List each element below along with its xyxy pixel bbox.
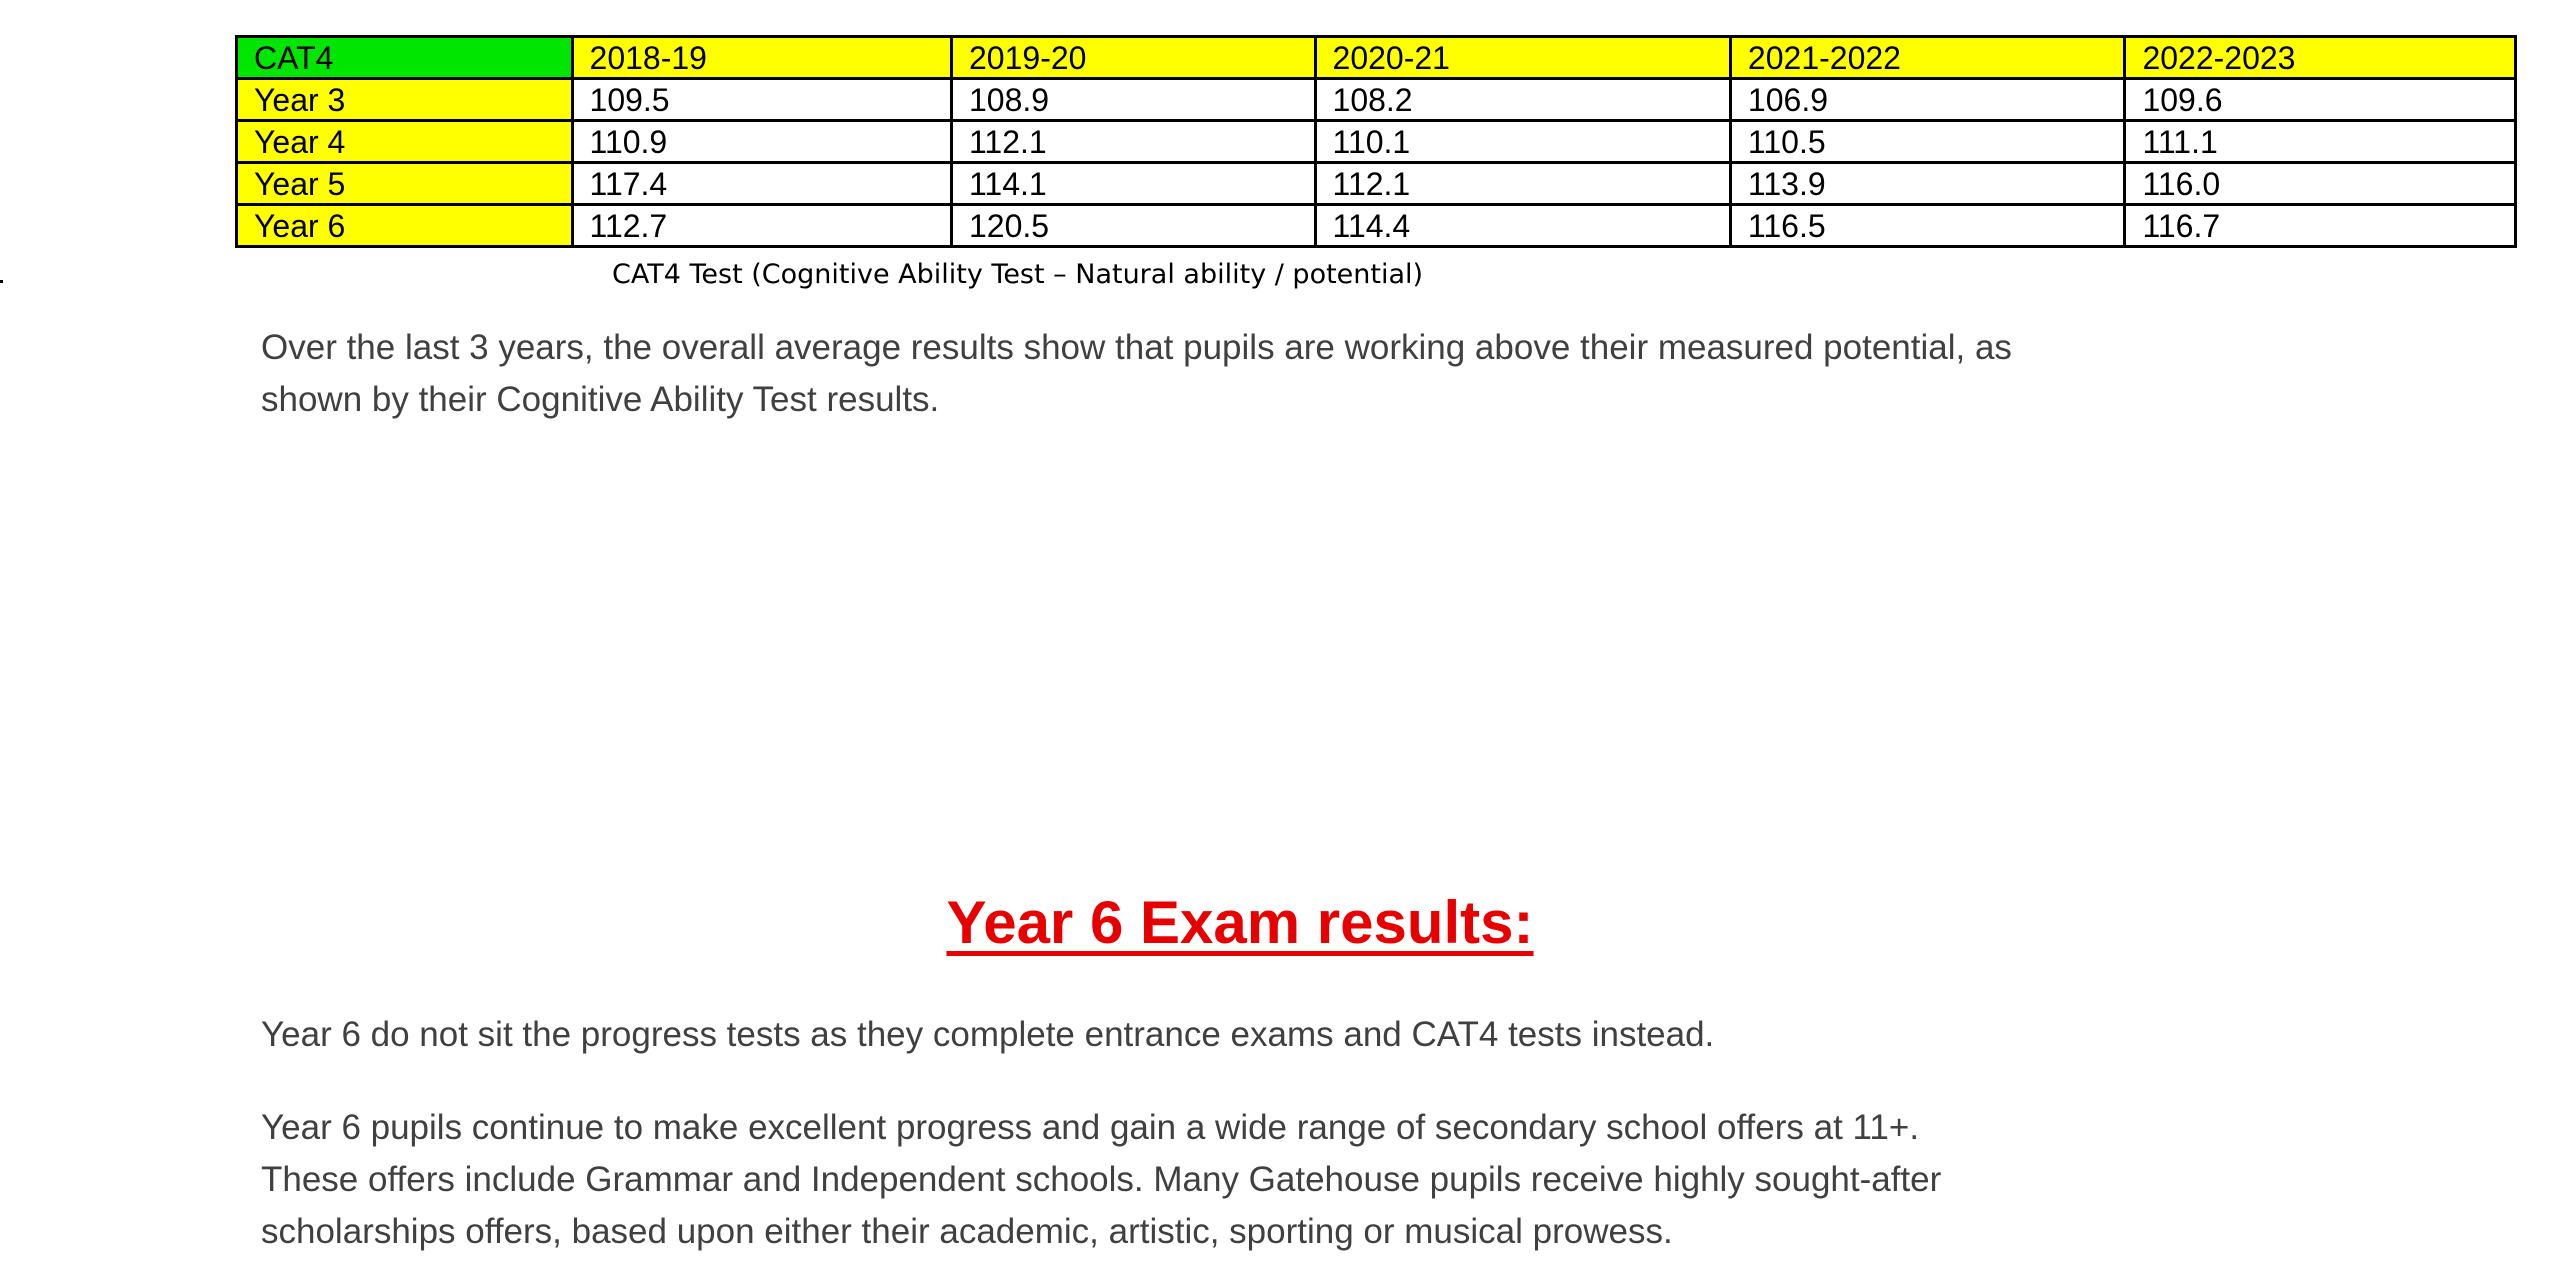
year6-intro-paragraph: Year 6 do not sit the progress tests as they complete entrance exams and CAT4 tests instead. xyxy=(261,1015,1715,1054)
table-cell: 112.1 xyxy=(952,121,1316,163)
table-cell: 113.9 xyxy=(1730,163,2125,205)
table-cell: 110.5 xyxy=(1730,121,2125,163)
table-cell: 110.1 xyxy=(1315,121,1730,163)
table-row xyxy=(237,121,2516,163)
row-label: Year 4 xyxy=(237,121,573,163)
cat4-results-table xyxy=(235,35,2517,248)
table-cell: 117.4 xyxy=(572,163,951,205)
column-header: 2022-2023 xyxy=(2125,37,2516,79)
row-label: Year 3 xyxy=(237,79,573,121)
column-header: 2020-21 xyxy=(1315,37,1730,79)
summary-paragraph: Over the last 3 years, the overall average results show that pupils are working above their measured potential, as shown by their Cognitive Ability Test results. xyxy=(261,328,2012,419)
table-cell: 116.5 xyxy=(1730,205,2125,247)
table-cell: 108.9 xyxy=(952,79,1316,121)
year6-offers-paragraph: Year 6 pupils continue to make excellent progress and gain a wide range of secondary school offers at 11+. These offers include Grammar and Independent schools. Many Gatehouse pupils receive highly sought-after scholarships offers, based upon either their academic, artistic, sporting or musical prowess. xyxy=(261,1108,1942,1251)
stray-mark xyxy=(0,280,3,283)
table-header-row xyxy=(237,37,2516,79)
table-cell: 114.1 xyxy=(952,163,1316,205)
table-row xyxy=(237,79,2516,121)
table-corner-cell: CAT4 xyxy=(237,37,573,79)
table-row xyxy=(237,205,2516,247)
table-caption: CAT4 Test (Cognitive Ability Test – Natural ability / potential) xyxy=(612,259,1424,290)
table-cell: 109.5 xyxy=(572,79,951,121)
table-cell: 106.9 xyxy=(1730,79,2125,121)
table-row xyxy=(237,163,2516,205)
table-cell: 120.5 xyxy=(952,205,1316,247)
table-cell: 111.1 xyxy=(2125,121,2516,163)
table-cell: 108.2 xyxy=(1315,79,1730,121)
row-label: Year 5 xyxy=(237,163,573,205)
table-cell: 114.4 xyxy=(1315,205,1730,247)
row-label: Year 6 xyxy=(237,205,573,247)
column-header: 2018-19 xyxy=(572,37,951,79)
table-cell: 116.7 xyxy=(2125,205,2516,247)
column-header: 2019-20 xyxy=(952,37,1316,79)
table-cell: 116.0 xyxy=(2125,163,2516,205)
table-cell: 112.1 xyxy=(1315,163,1730,205)
table-cell: 112.7 xyxy=(572,205,951,247)
table-cell: 109.6 xyxy=(2125,79,2516,121)
table-cell: 110.9 xyxy=(572,121,951,163)
column-header: 2021-2022 xyxy=(1730,37,2125,79)
section-heading: Year 6 Exam results: xyxy=(946,889,1534,956)
